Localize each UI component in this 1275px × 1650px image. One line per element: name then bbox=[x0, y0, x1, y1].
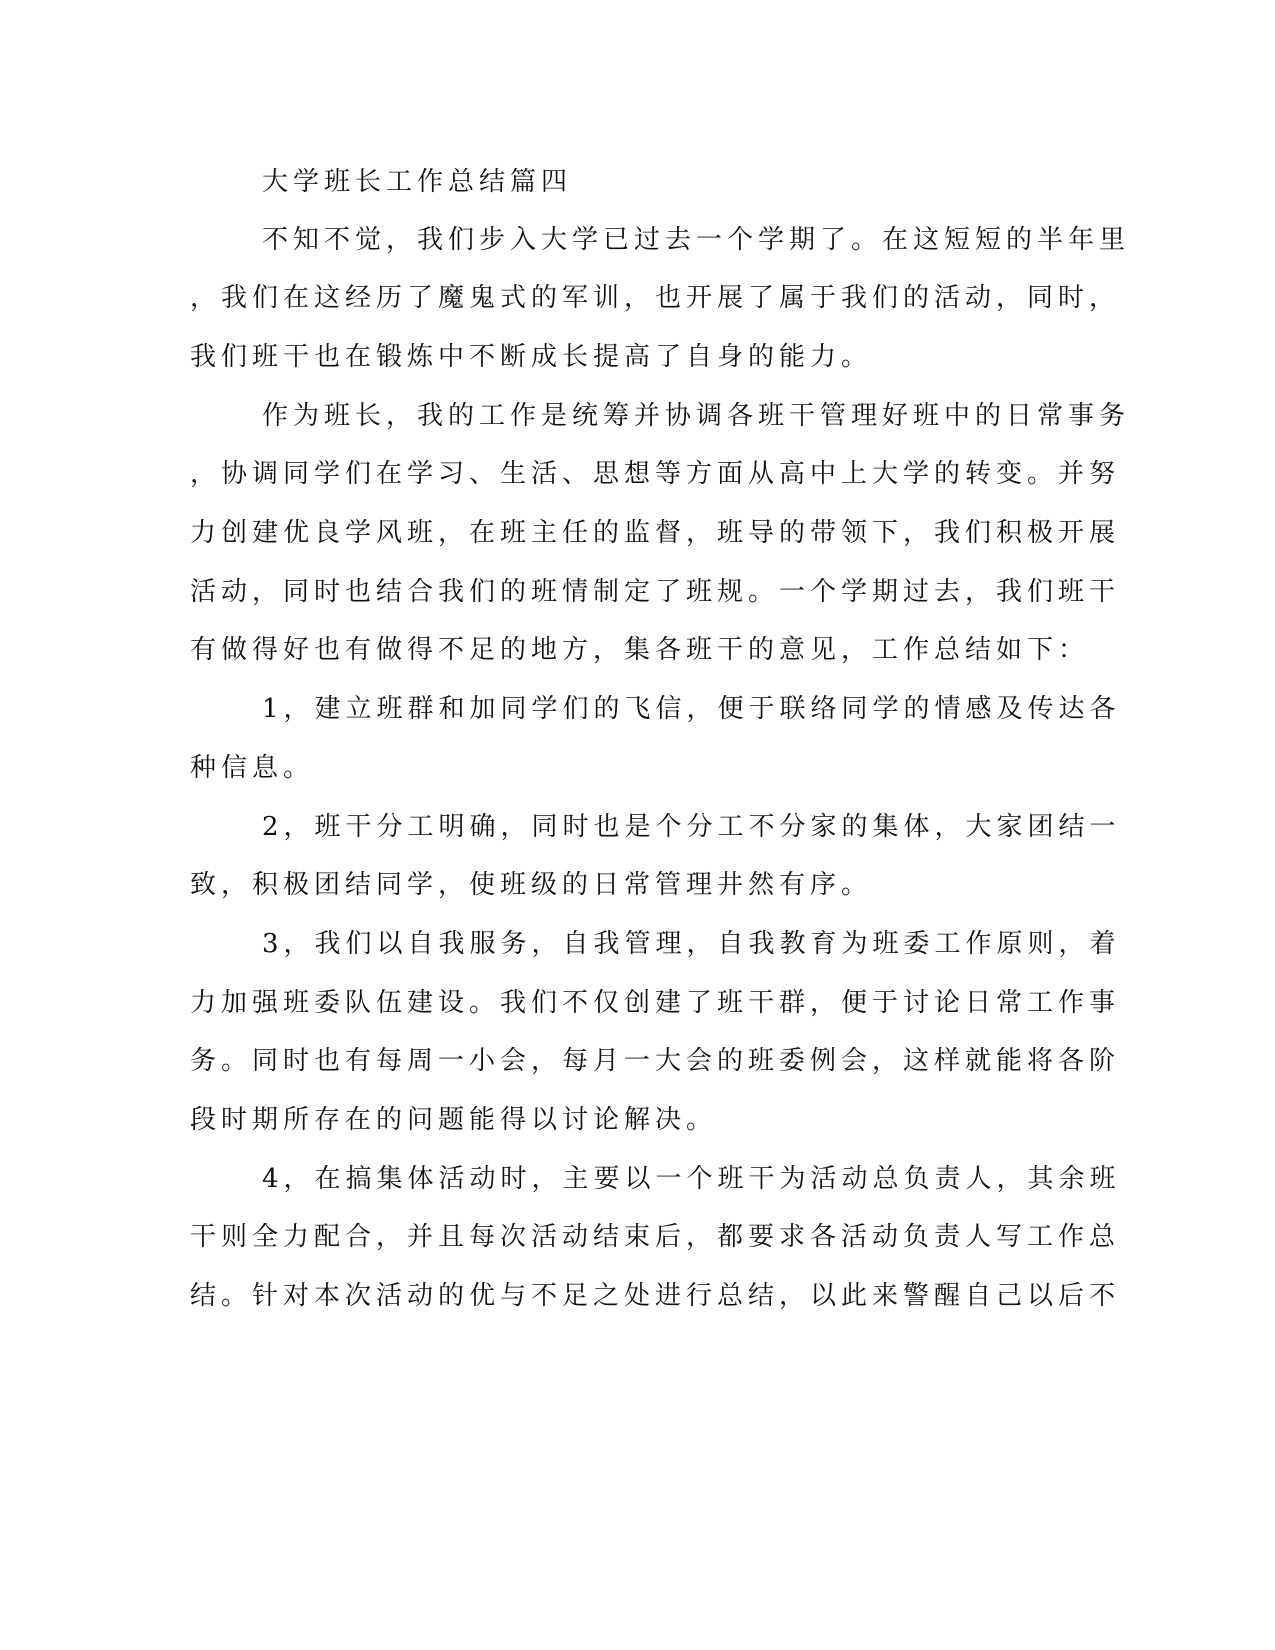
text-line: 力加强班委队伍建设。我们不仅创建了班干群，便于讨论日常工作事 bbox=[190, 988, 1121, 1018]
text-line: 活动，同时也结合我们的班情制定了班规。一个学期过去，我们班干 bbox=[190, 577, 1121, 607]
text-line: 种信息。 bbox=[190, 753, 315, 783]
text-line: 2，班干分工明确，同时也是个分工不分家的集体，大家团结一 bbox=[262, 812, 1121, 842]
document-heading: 大学班长工作总结篇四 bbox=[262, 167, 573, 197]
text-line: 结。针对本次活动的优与不足之处进行总结，以此来警醒自己以后不 bbox=[190, 1281, 1121, 1311]
text-line: ，协调同学们在学习、生活、思想等方面从高中上大学的转变。并努 bbox=[190, 459, 1121, 489]
text-line: ，我们在这经历了魔鬼式的军训，也开展了属于我们的活动，同时， bbox=[190, 283, 1121, 313]
text-line: 4，在搞集体活动时，主要以一个班干为活动总负责人，其余班 bbox=[262, 1164, 1121, 1194]
text-line: 1，建立班群和加同学们的飞信，便于联络同学的情感及传达各 bbox=[262, 694, 1121, 724]
text-line: 致，积极团结同学，使班级的日常管理井然有序。 bbox=[190, 870, 873, 900]
text-line: 有做得好也有做得不足的地方，集各班干的意见，工作总结如下： bbox=[190, 635, 1090, 665]
text-line: 不知不觉，我们步入大学已过去一个学期了。在这短短的半年里 bbox=[262, 225, 1131, 255]
text-line: 作为班长，我的工作是统筹并协调各班干管理好班中的日常事务 bbox=[262, 401, 1131, 431]
text-line: 干则全力配合，并且每次活动结束后，都要求各活动负责人写工作总 bbox=[190, 1222, 1121, 1252]
text-line: 务。同时也有每周一小会，每月一大会的班委例会，这样就能将各阶 bbox=[190, 1046, 1121, 1076]
text-line: 3，我们以自我服务，自我管理，自我教育为班委工作原则，着 bbox=[262, 929, 1121, 959]
text-line: 段时期所存在的问题能得以讨论解决。 bbox=[190, 1105, 718, 1135]
text-line: 力创建优良学风班，在班主任的监督，班导的带领下，我们积极开展 bbox=[190, 518, 1121, 548]
text-line: 我们班干也在锻炼中不断成长提高了自身的能力。 bbox=[190, 342, 873, 372]
